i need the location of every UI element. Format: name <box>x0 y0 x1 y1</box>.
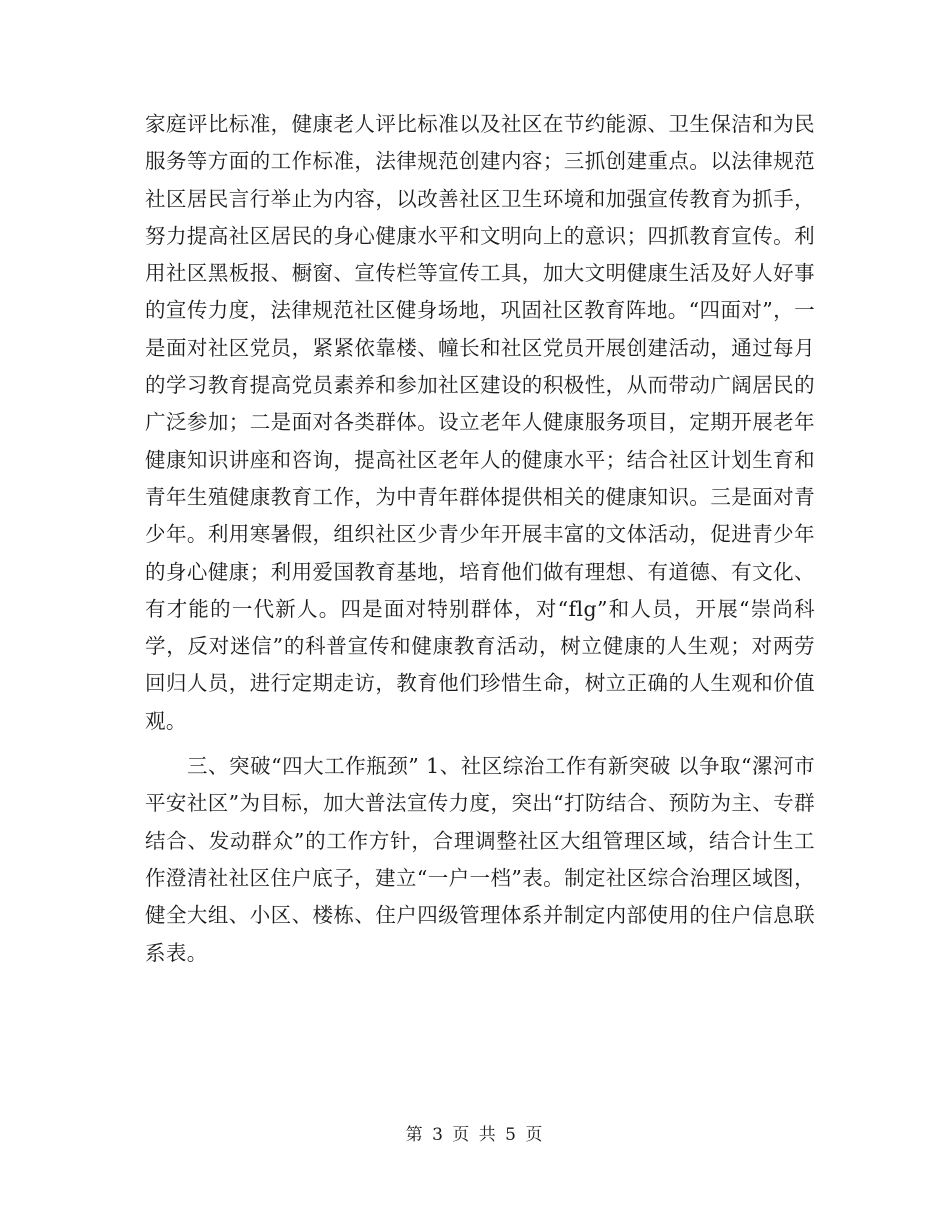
body-paragraph: 家庭评比标准，健康老人评比标准以及社区在节约能源、卫生保洁和为民服务等方面的工作标准，法律规范创建内容；三抓创建重点。以法律规范社区居民言行举止为内容，以改善社区卫生环境和加强宣传教育为抓手，努力提高社区居民的身心健康水平和文明向上的意识；四抓教育宣传。利用社区黑板报、橱窗、宣传栏等宣传工具，加大文明健康生活及好人好事的宣传力度，法律规范社区健身场地，巩固社区教育阵地。“四面对”，一是面对社区党员，紧紧依靠楼、幢长和社区党员开展创建活动，通过每月的学习教育提高党员素养和参加社区建设的积极性，从而带动广阔居民的广泛参加；二是面对各类群体。设立老年人健康服务项目，定期开展老年健康知识讲座和咨询，提高社区老年人的健康水平；结合社区计划生育和青年生殖健康教育工作，为中青年群体提供相关的健康知识。三是面对青少年。利用寒暑假，组织社区少青少年开展丰富的文体活动，促进青少年的身心健康；利用爱国教育基地，培育他们做有理想、有道德、有文化、有才能的一代新人。四是面对特别群体，对“flg”和人员，开展“崇尚科学，反对迷信”的科普宣传和健康教育活动，树立健康的人生观；对两劳回归人员，进行定期走访，教育他们珍惜生命，树立正确的人生观和价值观。 <box>145 112 815 733</box>
page-footer <box>0 1120 950 1145</box>
document-body <box>145 106 815 972</box>
body-paragraph: 三、突破“四大工作瓶颈” 1、社区综治工作有新突破 以争取“漯河市平安社区”为目标，加大普法宣传力度，突出“打防结合、预防为主、专群结合、发动群众”的工作方针，合理调整社区大组管理区域，结合计生工作澄清社社区住户底子，建立“一户一档”表。制定社区综合治理区域图，健全大组、小区、楼栋、住户四级管理体系并制定内部使用的住户信息联系表。 <box>145 754 815 965</box>
page-number: 第 3 页 共 5 页 <box>405 1125 545 1145</box>
